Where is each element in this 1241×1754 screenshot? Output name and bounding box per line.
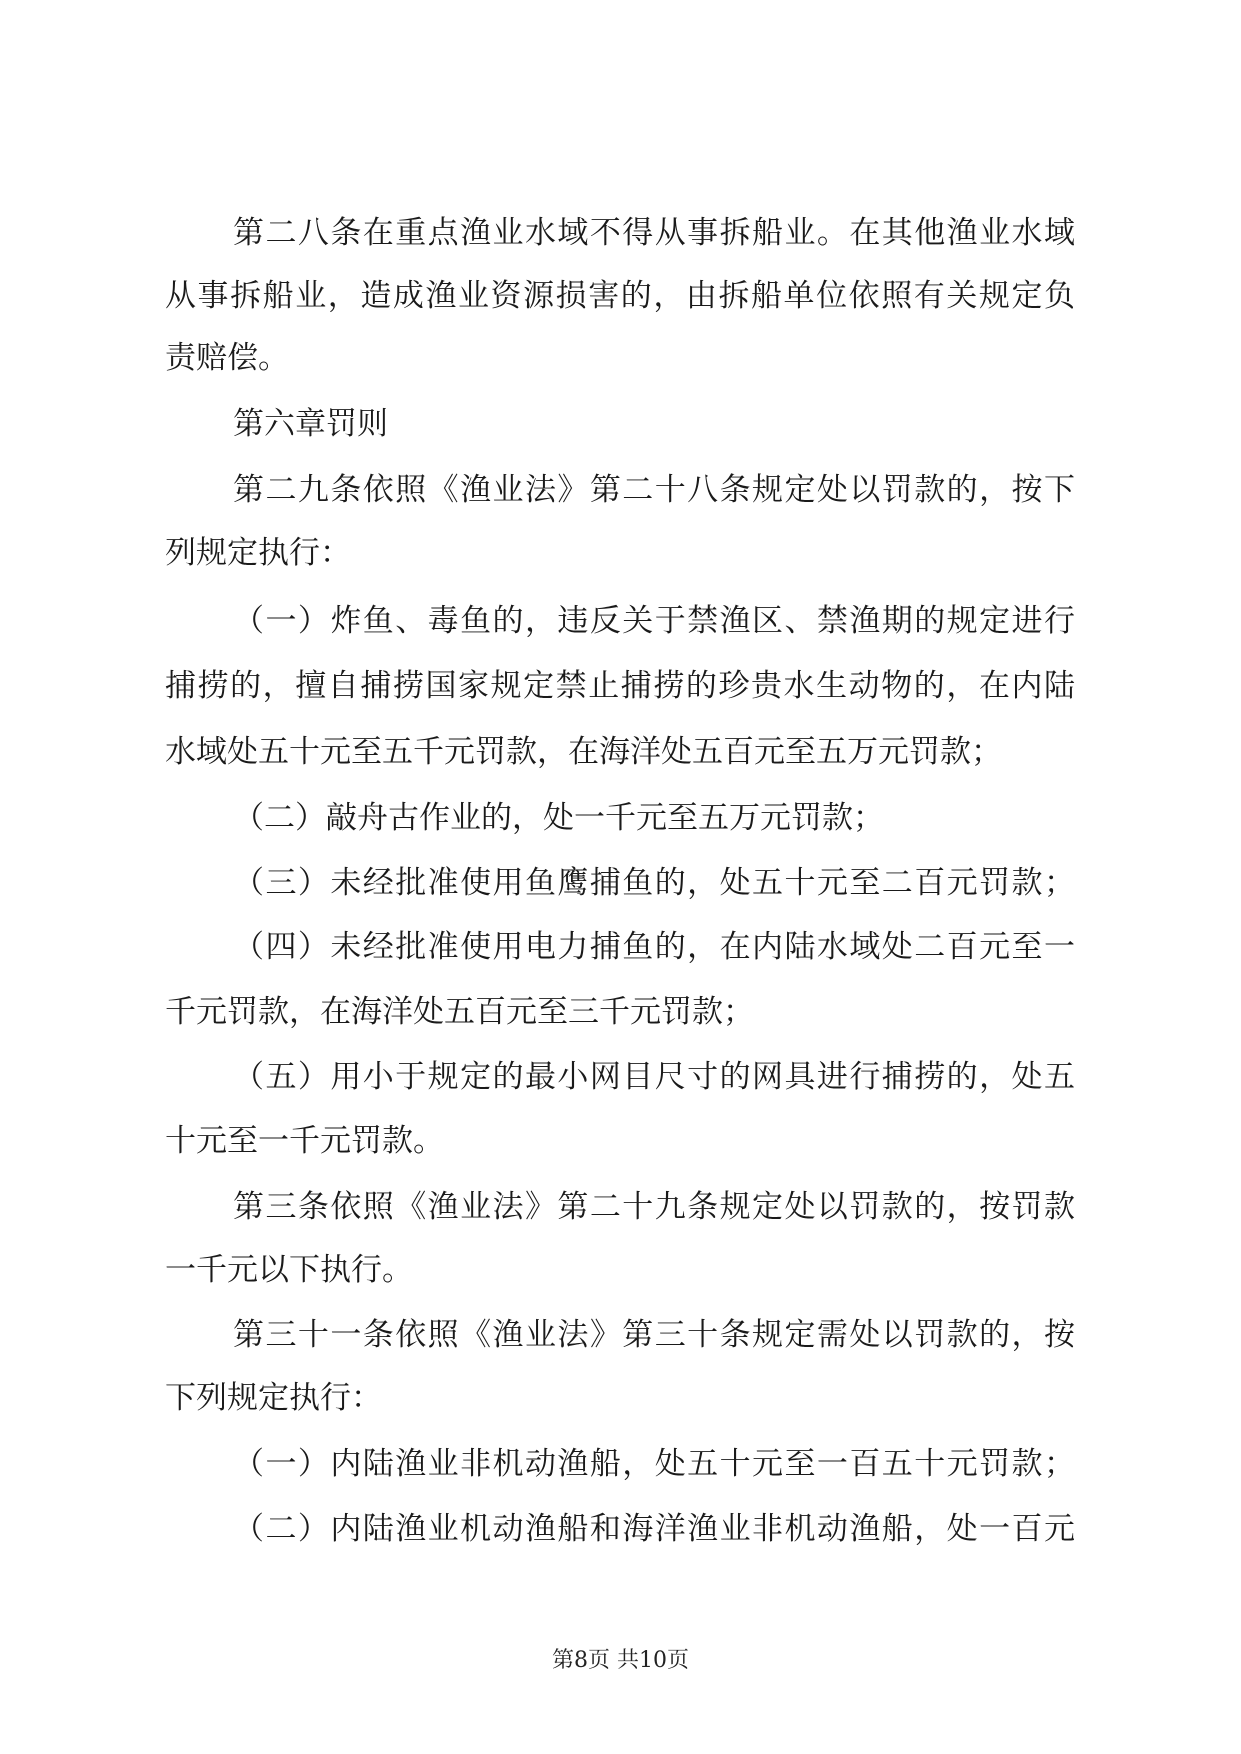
article-31-item-2: （二）内陆渔业机动渔船和海洋渔业非机动渔船，处一百元 [233,1511,1075,1547]
article-28-line-1: 第二八条在重点渔业水域不得从事拆船业。在其他渔业水域 [233,215,1075,251]
page-number-footer: 第8页 共10页 [552,1648,689,1673]
article-30-line-1: 第三条依照《渔业法》第二十九条规定处以罚款的，按罚款 [233,1189,1075,1225]
article-29-line-2: 列规定执行： [165,535,351,571]
item-5-line-1: （五）用小于规定的最小网目尺寸的网具进行捕捞的，处五 [233,1059,1075,1095]
article-31-line-1: 第三十一条依照《渔业法》第三十条规定需处以罚款的，按 [233,1317,1075,1353]
article-28-line-2: 从事拆船业，造成渔业资源损害的，由拆船单位依照有关规定负 [165,278,1075,314]
item-2-line-1: （二）敲舟古作业的，处一千元至五万元罚款； [233,800,884,836]
article-30-line-2: 一千元以下执行。 [165,1252,413,1288]
article-31-line-2: 下列规定执行： [165,1380,382,1416]
article-29-line-1: 第二九条依照《渔业法》第二十八条规定处以罚款的，按下 [233,472,1075,508]
item-1-line-1: （一）炸鱼、毒鱼的，违反关于禁渔区、禁渔期的规定进行 [233,603,1075,639]
chapter-heading: 第六章罚则 [233,406,388,442]
item-3-line-1: （三）未经批准使用鱼鹰捕鱼的，处五十元至二百元罚款； [233,865,1075,901]
article-31-item-1: （一）内陆渔业非机动渔船，处五十元至一百五十元罚款； [233,1446,1075,1482]
item-4-line-2: 千元罚款，在海洋处五百元至三千元罚款； [165,994,754,1030]
article-28-line-3: 责赔偿。 [165,340,289,376]
item-1-line-2: 捕捞的，擅自捕捞国家规定禁止捕捞的珍贵水生动物的，在内陆 [165,668,1075,704]
item-4-line-1: （四）未经批准使用电力捕鱼的，在内陆水域处二百元至一 [233,929,1075,965]
item-1-line-3: 水域处五十元至五千元罚款，在海洋处五百元至五万元罚款； [165,734,1002,770]
item-5-line-2: 十元至一千元罚款。 [165,1123,444,1159]
